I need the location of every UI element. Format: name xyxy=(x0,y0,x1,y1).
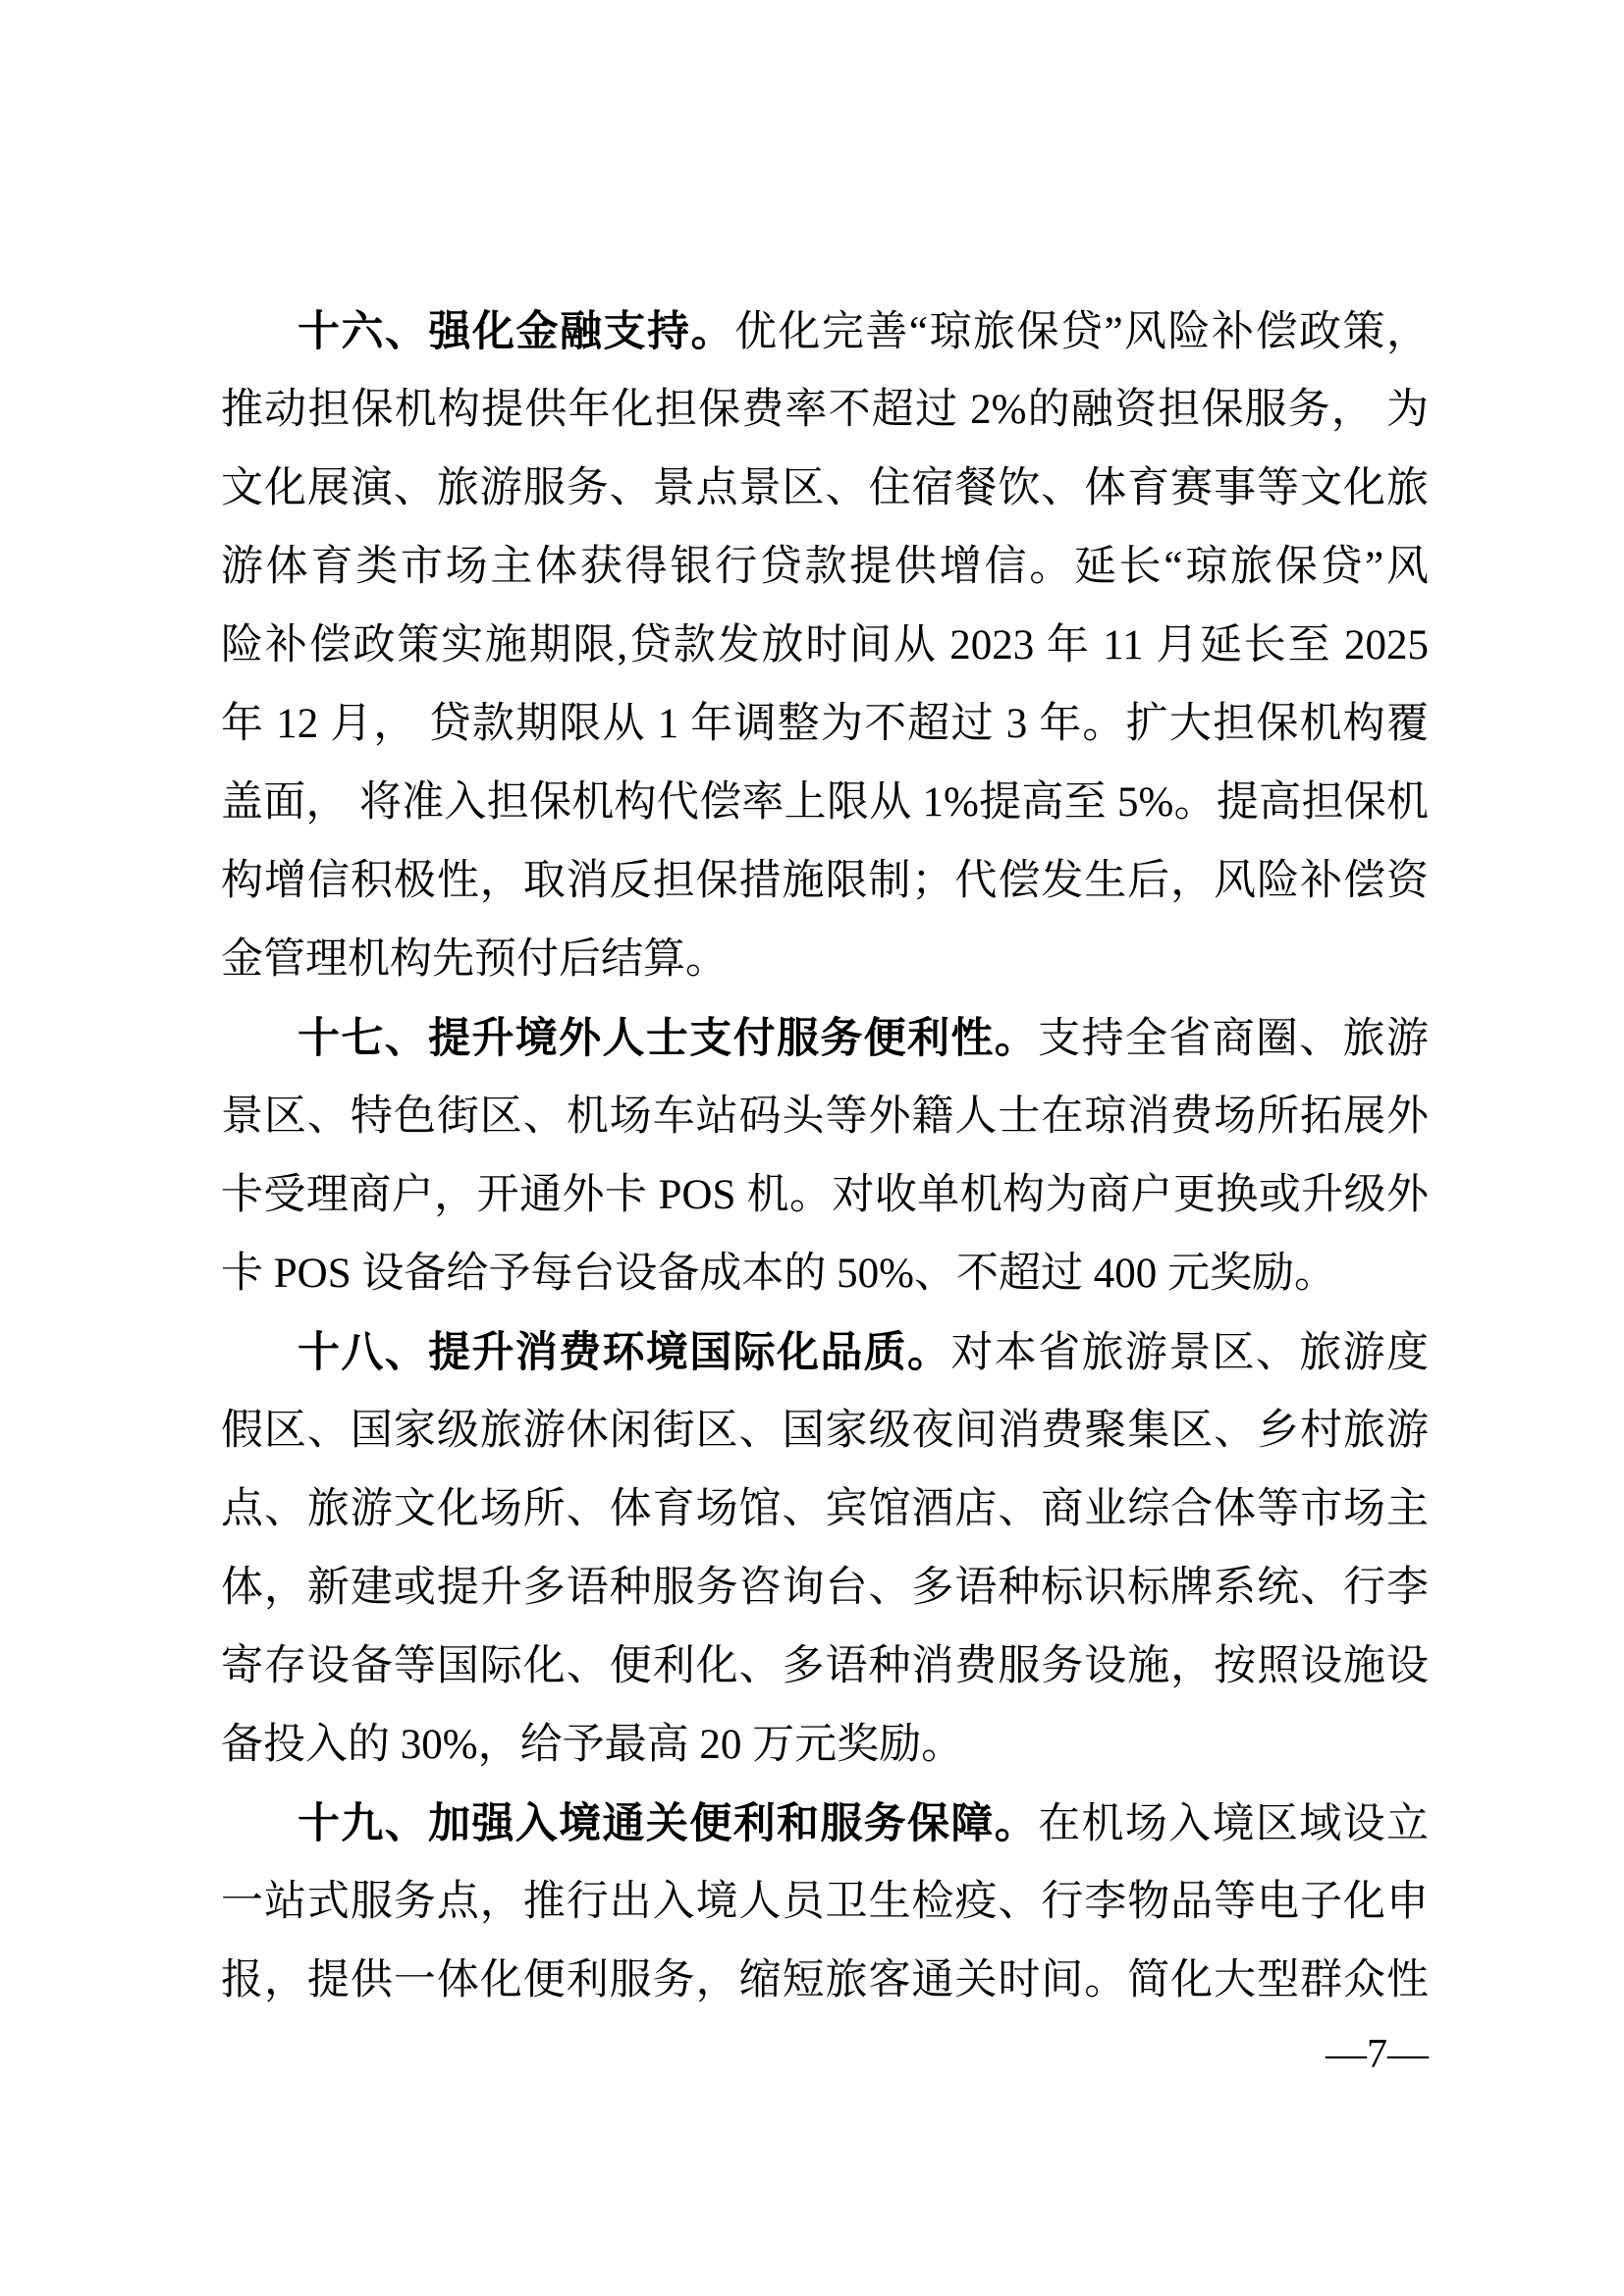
body-line: 十九、加强入境通关便利和服务保障。在机场入境区域设立 xyxy=(298,1800,1430,1847)
paragraph-sec-17 xyxy=(221,999,1429,1313)
body-line: 景区、特色街区、机场车站码头等外籍人士在琼消费场所拓展外 xyxy=(221,1094,1429,1140)
body-line: 十八、提升消费环境国际化品质。对本省旅游景区、旅游度 xyxy=(298,1329,1430,1376)
paragraph-sec-19 xyxy=(221,1785,1429,2020)
body-line: 点、旅游文化场所、体育场馆、宾馆酒店、商业综合体等市场主 xyxy=(221,1486,1429,1532)
body-line: 十六、强化金融支持。优化完善“琼旅保贷”风险补偿政策， xyxy=(298,308,1430,355)
paragraph-sec-16 xyxy=(221,293,1429,999)
paragraph-sec-18 xyxy=(221,1313,1429,1785)
page-number: —7— xyxy=(1326,2032,1429,2077)
body-line: 构增信积极性，取消反担保措施限制；代偿发生后，风险补偿资 xyxy=(221,858,1429,904)
section-heading: 十六、强化金融支持。 xyxy=(298,308,734,355)
section-heading: 十八、提升消费环境国际化品质。 xyxy=(298,1329,951,1376)
body-line: 文化展演、旅游服务、景点景区、住宿餐饮、体育赛事等文化旅 xyxy=(221,465,1429,511)
body-line: 寄存设备等国际化、便利化、多语种消费服务设施，按照设施设 xyxy=(221,1643,1429,1689)
text-block xyxy=(221,293,1429,2020)
body-line: 报，提供一体化便利服务，缩短旅客通关时间。简化大型群众性 xyxy=(221,1957,1429,2003)
body-line: 卡受理商户，开通外卡 POS 机。对收单机构为商户更换或升级外 xyxy=(221,1172,1429,1218)
body-line: 金管理机构先预付后结算。 xyxy=(221,936,728,983)
body-line: 十七、提升境外人士支付服务便利性。支持全省商圈、旅游 xyxy=(298,1015,1430,1062)
body-line: 备投入的 30%，给予最高 20 万元奖励。 xyxy=(221,1722,964,1768)
body-line: 假区、国家级旅游休闲街区、国家级夜间消费聚集区、乡村旅游 xyxy=(221,1408,1429,1454)
body-line: 推动担保机构提供年化担保费率不超过 2%的融资担保服务， 为 xyxy=(221,387,1429,433)
section-heading: 十七、提升境外人士支付服务便利性。 xyxy=(298,1015,1039,1062)
body-line: 年 12 月， 贷款期限从 1 年调整为不超过 3 年。扩大担保机构覆 xyxy=(221,701,1429,747)
body-line: 盖面， 将准入担保机构代偿率上限从 1%提高至 5%。提高担保机 xyxy=(221,779,1429,826)
body-line: 卡 POS 设备给予每台设备成本的 50%、不超过 400 元奖励。 xyxy=(221,1251,1336,1297)
body-line: 一站式服务点，推行出入境人员卫生检疫、行李物品等电子化申 xyxy=(221,1879,1429,1925)
body-line: 游体育类市场主体获得银行贷款提供增信。延长“琼旅保贷”风 xyxy=(221,544,1429,590)
body-line: 体，新建或提升多语种服务咨询台、多语种标识标牌系统、行李 xyxy=(221,1565,1429,1611)
body-line: 险补偿政策实施期限,贷款发放时间从 2023 年 11 月延长至 2025 xyxy=(221,622,1429,668)
section-heading: 十九、加强入境通关便利和服务保障。 xyxy=(298,1800,1039,1847)
